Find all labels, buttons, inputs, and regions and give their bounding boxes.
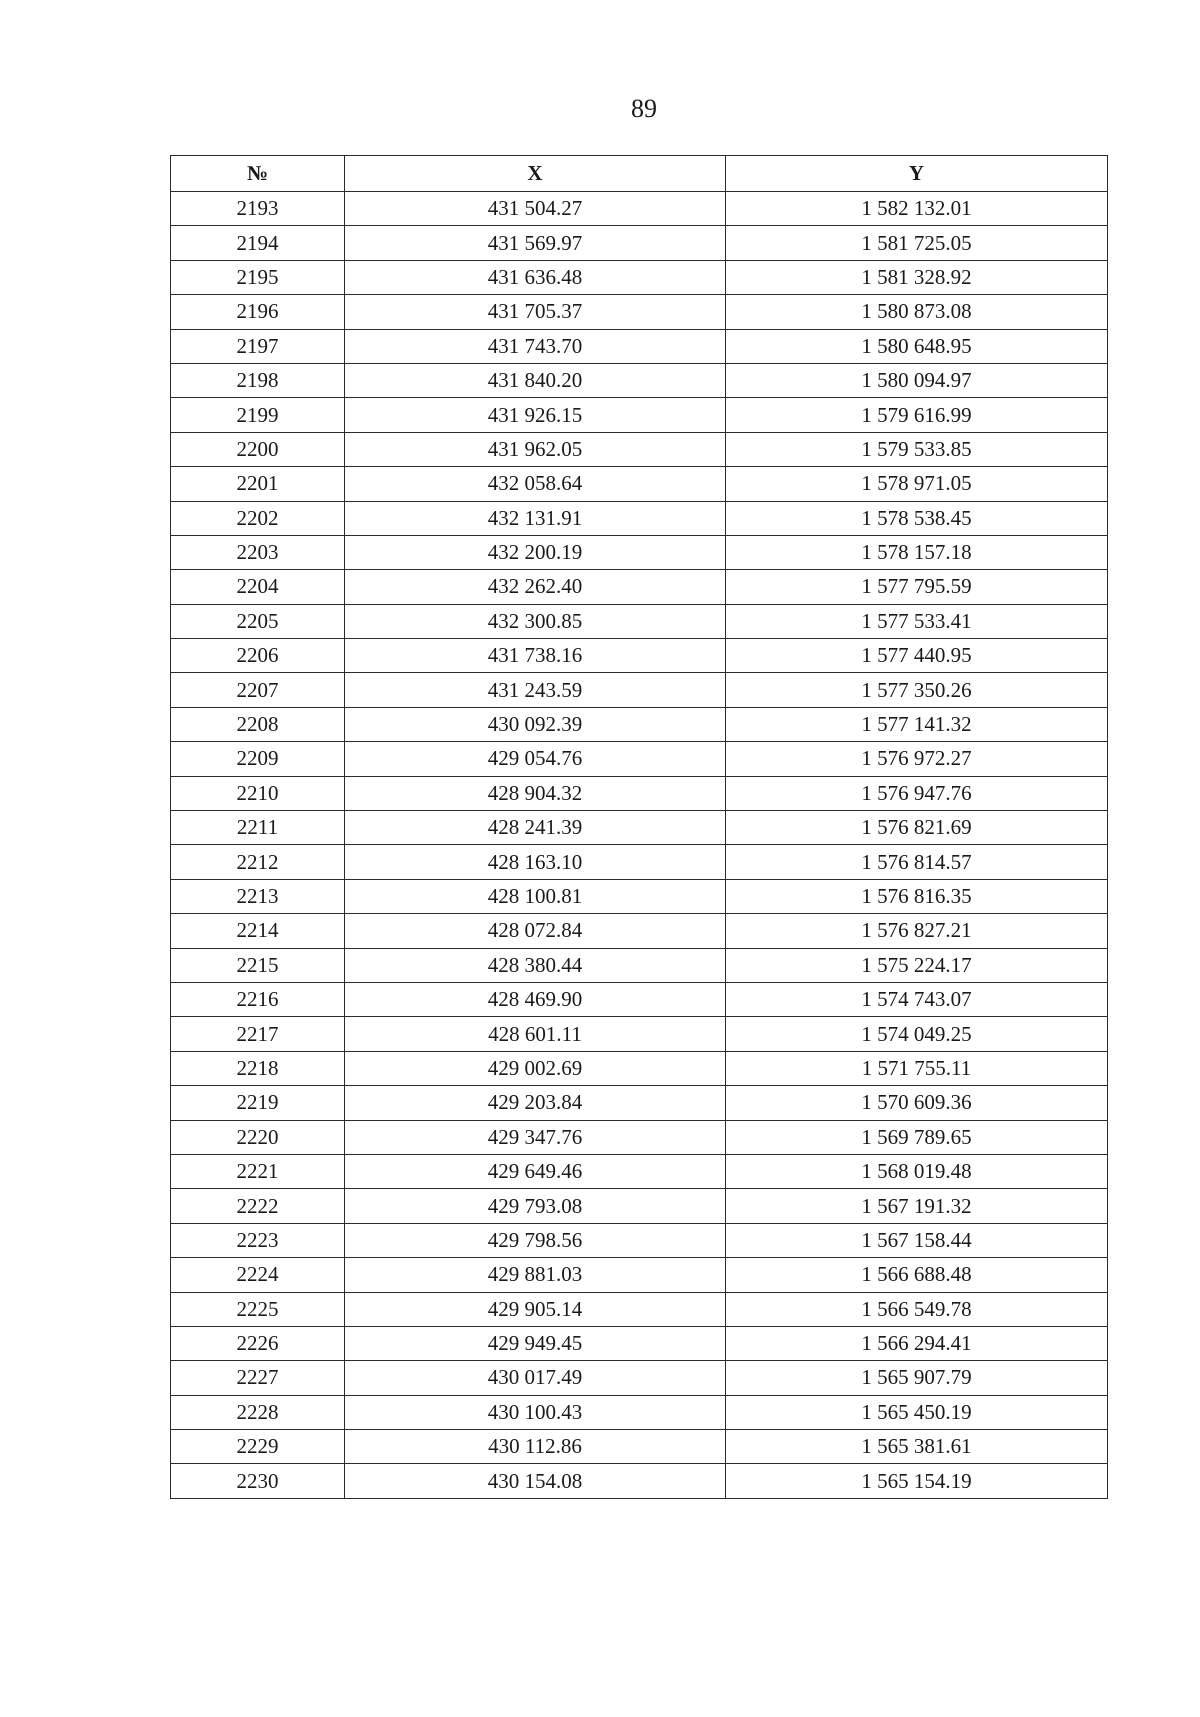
table-row — [171, 811, 1108, 845]
x-coordinate-cell: 428 469.90 — [345, 982, 726, 1016]
y-coordinate-cell: 1 568 019.48 — [726, 1154, 1108, 1188]
y-coordinate-cell: 1 577 141.32 — [726, 707, 1108, 741]
table-row — [171, 467, 1108, 501]
x-coordinate-cell: 428 601.11 — [345, 1017, 726, 1051]
point-number-cell: 2201 — [171, 467, 345, 501]
table-row — [171, 914, 1108, 948]
y-coordinate-cell: 1 576 821.69 — [726, 811, 1108, 845]
y-coordinate-cell: 1 571 755.11 — [726, 1051, 1108, 1085]
x-coordinate-cell: 430 017.49 — [345, 1361, 726, 1395]
y-coordinate-cell: 1 578 157.18 — [726, 535, 1108, 569]
point-number-cell: 2220 — [171, 1120, 345, 1154]
table-row — [171, 1430, 1108, 1464]
table-row — [171, 1258, 1108, 1292]
y-coordinate-cell: 1 566 549.78 — [726, 1292, 1108, 1326]
x-coordinate-cell: 429 649.46 — [345, 1154, 726, 1188]
y-coordinate-cell: 1 576 947.76 — [726, 776, 1108, 810]
x-coordinate-cell: 431 705.37 — [345, 295, 726, 329]
table-row — [171, 432, 1108, 466]
table-row — [171, 639, 1108, 673]
page-number: 89 — [631, 94, 657, 123]
table-row — [171, 501, 1108, 535]
table-row — [171, 1395, 1108, 1429]
table-row — [171, 398, 1108, 432]
x-coordinate-cell: 430 100.43 — [345, 1395, 726, 1429]
x-coordinate-cell: 432 300.85 — [345, 604, 726, 638]
point-number-cell: 2223 — [171, 1223, 345, 1257]
table-row — [171, 1154, 1108, 1188]
table-row — [171, 982, 1108, 1016]
point-number-cell: 2209 — [171, 742, 345, 776]
table-body — [171, 192, 1108, 1499]
table-row — [171, 226, 1108, 260]
x-coordinate-cell: 429 203.84 — [345, 1086, 726, 1120]
point-number-cell: 2200 — [171, 432, 345, 466]
x-coordinate-cell: 428 241.39 — [345, 811, 726, 845]
x-coordinate-cell: 429 793.08 — [345, 1189, 726, 1223]
table-row — [171, 776, 1108, 810]
x-coordinate-cell: 431 962.05 — [345, 432, 726, 466]
y-coordinate-cell: 1 577 795.59 — [726, 570, 1108, 604]
x-coordinate-cell: 428 163.10 — [345, 845, 726, 879]
point-number-cell: 2224 — [171, 1258, 345, 1292]
point-number-cell: 2196 — [171, 295, 345, 329]
y-coordinate-cell: 1 569 789.65 — [726, 1120, 1108, 1154]
point-number-cell: 2217 — [171, 1017, 345, 1051]
y-coordinate-cell: 1 579 533.85 — [726, 432, 1108, 466]
table-row — [171, 1292, 1108, 1326]
point-number-cell: 2229 — [171, 1430, 345, 1464]
x-coordinate-cell: 429 905.14 — [345, 1292, 726, 1326]
point-number-cell: 2218 — [171, 1051, 345, 1085]
point-number-cell: 2199 — [171, 398, 345, 432]
y-coordinate-cell: 1 565 154.19 — [726, 1464, 1108, 1498]
x-coordinate-cell: 430 112.86 — [345, 1430, 726, 1464]
point-number-cell: 2204 — [171, 570, 345, 604]
x-coordinate-cell: 432 262.40 — [345, 570, 726, 604]
point-number-cell: 2193 — [171, 192, 345, 226]
y-coordinate-cell: 1 580 873.08 — [726, 295, 1108, 329]
y-coordinate-cell: 1 565 450.19 — [726, 1395, 1108, 1429]
y-coordinate-cell: 1 580 648.95 — [726, 329, 1108, 363]
point-number-cell: 2216 — [171, 982, 345, 1016]
x-coordinate-cell: 431 569.97 — [345, 226, 726, 260]
point-number-cell: 2214 — [171, 914, 345, 948]
table-row — [171, 295, 1108, 329]
y-coordinate-cell: 1 576 814.57 — [726, 845, 1108, 879]
x-coordinate-cell: 429 002.69 — [345, 1051, 726, 1085]
x-coordinate-cell: 429 949.45 — [345, 1326, 726, 1360]
point-number-cell: 2202 — [171, 501, 345, 535]
y-coordinate-cell: 1 576 827.21 — [726, 914, 1108, 948]
x-coordinate-cell: 431 243.59 — [345, 673, 726, 707]
y-coordinate-cell: 1 574 743.07 — [726, 982, 1108, 1016]
x-coordinate-cell: 432 058.64 — [345, 467, 726, 501]
y-coordinate-cell: 1 567 191.32 — [726, 1189, 1108, 1223]
x-coordinate-cell: 431 738.16 — [345, 639, 726, 673]
y-coordinate-cell: 1 581 725.05 — [726, 226, 1108, 260]
table-row — [171, 879, 1108, 913]
point-number-cell: 2206 — [171, 639, 345, 673]
point-number-cell: 2205 — [171, 604, 345, 638]
point-number-cell: 2207 — [171, 673, 345, 707]
point-number-cell: 2197 — [171, 329, 345, 363]
x-coordinate-cell: 432 131.91 — [345, 501, 726, 535]
table-row — [171, 363, 1108, 397]
point-number-cell: 2211 — [171, 811, 345, 845]
x-coordinate-cell: 430 154.08 — [345, 1464, 726, 1498]
table-row — [171, 707, 1108, 741]
point-number-cell: 2225 — [171, 1292, 345, 1326]
table-row — [171, 535, 1108, 569]
table-row — [171, 1361, 1108, 1395]
y-coordinate-cell: 1 576 816.35 — [726, 879, 1108, 913]
x-coordinate-cell: 430 092.39 — [345, 707, 726, 741]
y-coordinate-cell: 1 575 224.17 — [726, 948, 1108, 982]
x-coordinate-cell: 431 926.15 — [345, 398, 726, 432]
x-coordinate-cell: 431 636.48 — [345, 260, 726, 294]
y-coordinate-cell: 1 577 440.95 — [726, 639, 1108, 673]
x-coordinate-cell: 429 347.76 — [345, 1120, 726, 1154]
table-row — [171, 192, 1108, 226]
table-header-row — [171, 156, 1108, 192]
y-coordinate-cell: 1 577 533.41 — [726, 604, 1108, 638]
table-row — [171, 845, 1108, 879]
point-number-cell: 2230 — [171, 1464, 345, 1498]
y-coordinate-cell: 1 566 688.48 — [726, 1258, 1108, 1292]
point-number-cell: 2195 — [171, 260, 345, 294]
point-number-cell: 2198 — [171, 363, 345, 397]
point-number-cell: 2194 — [171, 226, 345, 260]
y-coordinate-cell: 1 566 294.41 — [726, 1326, 1108, 1360]
point-number-cell: 2227 — [171, 1361, 345, 1395]
x-coordinate-cell: 431 743.70 — [345, 329, 726, 363]
column-header-y: Y — [726, 156, 1108, 192]
x-coordinate-cell: 428 100.81 — [345, 879, 726, 913]
y-coordinate-cell: 1 578 538.45 — [726, 501, 1108, 535]
table-row — [171, 673, 1108, 707]
table-row — [171, 1017, 1108, 1051]
table-row — [171, 604, 1108, 638]
y-coordinate-cell: 1 582 132.01 — [726, 192, 1108, 226]
table-row — [171, 948, 1108, 982]
table-row — [171, 1086, 1108, 1120]
x-coordinate-cell: 431 840.20 — [345, 363, 726, 397]
x-coordinate-cell: 429 881.03 — [345, 1258, 726, 1292]
table-row — [171, 329, 1108, 363]
point-number-cell: 2208 — [171, 707, 345, 741]
point-number-cell: 2212 — [171, 845, 345, 879]
x-coordinate-cell: 431 504.27 — [345, 192, 726, 226]
y-coordinate-cell: 1 577 350.26 — [726, 673, 1108, 707]
table-row — [171, 1223, 1108, 1257]
y-coordinate-cell: 1 565 907.79 — [726, 1361, 1108, 1395]
y-coordinate-cell: 1 578 971.05 — [726, 467, 1108, 501]
y-coordinate-cell: 1 567 158.44 — [726, 1223, 1108, 1257]
y-coordinate-cell: 1 580 094.97 — [726, 363, 1108, 397]
y-coordinate-cell: 1 574 049.25 — [726, 1017, 1108, 1051]
y-coordinate-cell: 1 579 616.99 — [726, 398, 1108, 432]
x-coordinate-cell: 429 798.56 — [345, 1223, 726, 1257]
point-number-cell: 2213 — [171, 879, 345, 913]
column-header-x: X — [345, 156, 726, 192]
table-row — [171, 1326, 1108, 1360]
coordinates-table — [170, 155, 1108, 1499]
point-number-cell: 2221 — [171, 1154, 345, 1188]
point-number-cell: 2222 — [171, 1189, 345, 1223]
x-coordinate-cell: 428 072.84 — [345, 914, 726, 948]
point-number-cell: 2226 — [171, 1326, 345, 1360]
x-coordinate-cell: 429 054.76 — [345, 742, 726, 776]
point-number-cell: 2219 — [171, 1086, 345, 1120]
point-number-cell: 2228 — [171, 1395, 345, 1429]
y-coordinate-cell: 1 576 972.27 — [726, 742, 1108, 776]
x-coordinate-cell: 428 380.44 — [345, 948, 726, 982]
table-row — [171, 1189, 1108, 1223]
point-number-cell: 2210 — [171, 776, 345, 810]
table-row — [171, 1051, 1108, 1085]
table-row — [171, 1120, 1108, 1154]
y-coordinate-cell: 1 565 381.61 — [726, 1430, 1108, 1464]
point-number-cell: 2203 — [171, 535, 345, 569]
table-row — [171, 742, 1108, 776]
table-row — [171, 570, 1108, 604]
y-coordinate-cell: 1 581 328.92 — [726, 260, 1108, 294]
table-row — [171, 1464, 1108, 1498]
table-row — [171, 260, 1108, 294]
point-number-cell: 2215 — [171, 948, 345, 982]
column-header-number: № — [171, 156, 345, 192]
y-coordinate-cell: 1 570 609.36 — [726, 1086, 1108, 1120]
x-coordinate-cell: 432 200.19 — [345, 535, 726, 569]
x-coordinate-cell: 428 904.32 — [345, 776, 726, 810]
